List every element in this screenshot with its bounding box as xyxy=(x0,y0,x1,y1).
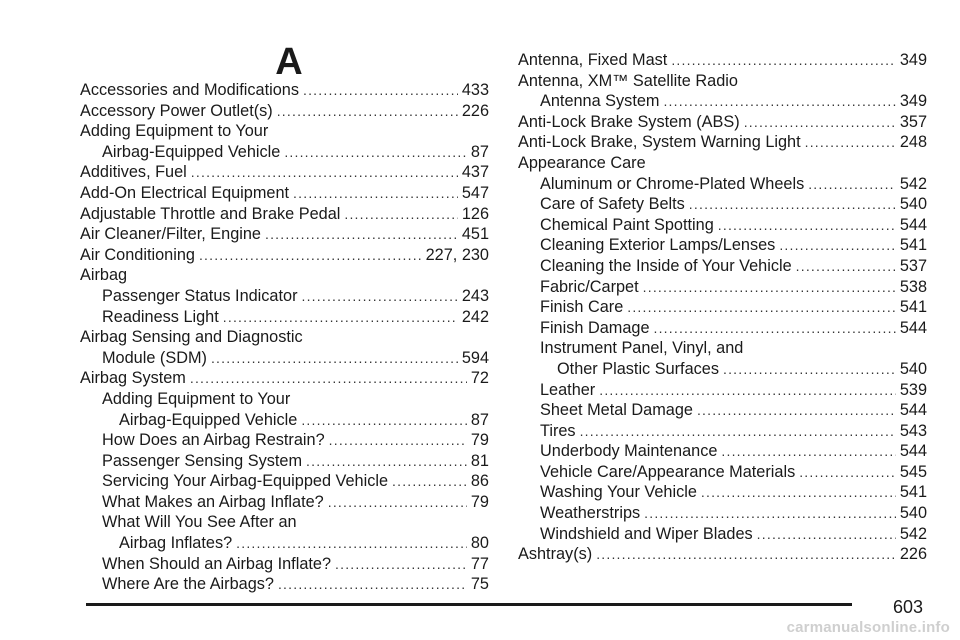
index-entry xyxy=(518,544,927,565)
index-entry-page: 87 xyxy=(470,142,489,161)
index-column-right xyxy=(518,50,927,565)
index-entry xyxy=(518,215,927,236)
index-entry xyxy=(80,286,489,307)
index-entry-text: What Makes an Airbag Inflate? xyxy=(102,492,324,511)
index-entry-page: 547 xyxy=(461,183,489,202)
index-entry xyxy=(80,245,489,266)
index-entry xyxy=(80,183,489,204)
index-entry-page: 227, 230 xyxy=(425,245,489,264)
index-entry-text: Tires xyxy=(540,421,576,440)
index-entry xyxy=(518,235,927,256)
index-entry xyxy=(80,101,489,122)
dot-leader xyxy=(328,492,467,513)
index-entry-page: 79 xyxy=(470,431,489,450)
index-entry-text: Air Cleaner/Filter, Engine xyxy=(80,225,261,244)
dot-leader xyxy=(190,368,467,389)
index-entry xyxy=(518,524,927,545)
index-entry-text: When Should an Airbag Inflate? xyxy=(102,554,332,573)
index-entry-page: 433 xyxy=(461,81,489,99)
index-entry-page: 87 xyxy=(470,410,489,429)
index-entry xyxy=(518,338,927,359)
dot-leader xyxy=(697,400,896,421)
index-entry xyxy=(80,204,489,225)
dot-leader xyxy=(329,430,467,451)
index-entry-text: Vehicle Care/Appearance Materials xyxy=(540,462,796,481)
index-entry-text: Care of Safety Belts xyxy=(540,195,685,214)
dot-leader xyxy=(223,307,458,328)
index-entry-page: 226 xyxy=(899,545,927,564)
index-entry-page: 349 xyxy=(899,92,927,111)
dot-leader xyxy=(627,297,896,318)
index-entry xyxy=(518,91,927,112)
dot-leader xyxy=(302,286,458,307)
index-entry-page: 357 xyxy=(899,112,927,131)
dot-leader xyxy=(796,256,896,277)
index-entry-page: 541 xyxy=(899,298,927,317)
index-entry-text: Antenna, Fixed Mast xyxy=(518,51,668,69)
index-entry-text: Airbag-Equipped Vehicle xyxy=(119,410,298,429)
index-entry xyxy=(80,430,489,451)
index-entry xyxy=(80,265,489,286)
index-entry-page: 543 xyxy=(899,421,927,440)
dot-leader xyxy=(596,544,896,565)
index-entry xyxy=(80,142,489,163)
index-entry xyxy=(80,327,489,348)
page-number: 603 xyxy=(892,597,923,617)
dot-leader xyxy=(344,204,457,225)
index-entry-text: Anti-Lock Brake System (ABS) xyxy=(518,112,740,131)
index-entry-page: 75 xyxy=(470,575,489,594)
index-entry-page: 544 xyxy=(899,401,927,420)
index-entry xyxy=(80,533,489,554)
index-entry-text: Adding Equipment to Your xyxy=(80,122,269,141)
index-entry xyxy=(518,400,927,421)
index-entry xyxy=(80,162,489,183)
dot-leader xyxy=(191,162,458,183)
index-entry-page: 86 xyxy=(470,472,489,491)
dot-leader xyxy=(643,277,896,298)
index-entry xyxy=(80,554,489,575)
index-entry xyxy=(518,421,927,442)
dot-leader xyxy=(284,142,467,163)
index-entry xyxy=(80,80,489,101)
index-entry-text: Passenger Status Indicator xyxy=(102,286,298,305)
index-entry xyxy=(518,256,927,277)
index-entry-page: 80 xyxy=(470,534,489,553)
index-entry-page: 349 xyxy=(899,51,927,69)
dot-leader xyxy=(392,471,467,492)
index-entry-text: Accessories and Modifications xyxy=(80,81,299,99)
index-entry-text: Underbody Maintenance xyxy=(540,442,718,461)
index-entry-text: Instrument Panel, Vinyl, and xyxy=(540,339,744,358)
dot-leader xyxy=(744,112,896,133)
index-entry-page: 542 xyxy=(899,174,927,193)
dot-leader xyxy=(301,410,467,431)
index-entry xyxy=(518,194,927,215)
index-entry xyxy=(80,512,489,533)
index-entry-page: 451 xyxy=(461,225,489,244)
index-entry xyxy=(518,174,927,195)
dot-leader xyxy=(580,421,896,442)
index-entry xyxy=(80,307,489,328)
index-entry-text: Accessory Power Outlet(s) xyxy=(80,101,273,120)
dot-leader xyxy=(306,451,467,472)
dot-leader xyxy=(805,132,896,153)
dot-leader xyxy=(799,462,896,483)
index-entry xyxy=(518,112,927,133)
dot-leader xyxy=(293,183,458,204)
index-entry-text: Where Are the Airbags? xyxy=(102,575,274,594)
index-entry-page: 243 xyxy=(461,286,489,305)
index-entry xyxy=(518,462,927,483)
index-entry-page: 540 xyxy=(899,195,927,214)
index-entry-page: 537 xyxy=(899,256,927,275)
index-entry-text: Additives, Fuel xyxy=(80,163,187,182)
index-entry-text: Anti-Lock Brake, System Warning Light xyxy=(518,133,801,152)
index-entry xyxy=(80,471,489,492)
dot-leader xyxy=(808,174,896,195)
index-entry xyxy=(80,410,489,431)
index-entry-text: Adding Equipment to Your xyxy=(102,389,291,408)
dot-leader xyxy=(779,235,896,256)
index-entry-text: Add-On Electrical Equipment xyxy=(80,183,290,202)
index-entry-text: Sheet Metal Damage xyxy=(540,401,693,420)
index-entry-text: Servicing Your Airbag-Equipped Vehicle xyxy=(102,472,389,491)
index-entry-page: 541 xyxy=(899,483,927,502)
index-entry-text: Airbag xyxy=(80,266,128,285)
index-entry-text: How Does an Airbag Restrain? xyxy=(102,431,325,450)
index-entry xyxy=(518,297,927,318)
index-entry xyxy=(518,277,927,298)
index-entry-page: 539 xyxy=(899,380,927,399)
index-entry-text: Airbag System xyxy=(80,369,186,388)
index-entry-text: Air Conditioning xyxy=(80,245,195,264)
index-entry-text: Airbag Inflates? xyxy=(119,534,233,553)
index-entry xyxy=(80,224,489,245)
index-entry-text: Washing Your Vehicle xyxy=(540,483,697,502)
dot-leader xyxy=(335,554,467,575)
index-entry xyxy=(80,574,489,595)
index-entry xyxy=(518,71,927,92)
index-entry-page: 126 xyxy=(461,204,489,223)
index-entry-text: Readiness Light xyxy=(102,307,219,326)
index-entry xyxy=(518,50,927,71)
index-entry xyxy=(80,348,489,369)
index-entry xyxy=(518,503,927,524)
watermark: carmanualsonline.info xyxy=(786,619,950,636)
index-entry-text: Ashtray(s) xyxy=(518,545,593,564)
dot-leader xyxy=(721,441,895,462)
index-entry-text: Cleaning Exterior Lamps/Lenses xyxy=(540,236,776,255)
index-entry-page: 79 xyxy=(470,492,489,511)
dot-leader xyxy=(718,215,896,236)
index-entry-page: 72 xyxy=(470,369,489,388)
footer-rule xyxy=(86,603,852,606)
index-entry-page: 544 xyxy=(899,442,927,461)
index-entry-text: Adjustable Throttle and Brake Pedal xyxy=(80,204,341,223)
index-entry-page: 544 xyxy=(899,318,927,337)
dot-leader xyxy=(265,224,458,245)
dot-leader xyxy=(277,101,458,122)
index-entry xyxy=(80,121,489,142)
index-entry-text: What Will You See After an xyxy=(102,513,297,532)
dot-leader xyxy=(757,524,896,545)
index-entry-text: Airbag-Equipped Vehicle xyxy=(102,142,281,161)
index-entry-page: 540 xyxy=(899,359,927,378)
index-entry xyxy=(518,380,927,401)
index-entry-text: Aluminum or Chrome-Plated Wheels xyxy=(540,174,805,193)
index-entry-text: Chemical Paint Spotting xyxy=(540,215,714,234)
dot-leader xyxy=(689,194,896,215)
dot-leader xyxy=(278,574,467,595)
index-entry-page: 226 xyxy=(461,101,489,120)
index-entry xyxy=(518,482,927,503)
index-entry-text: Windshield and Wiper Blades xyxy=(540,524,753,543)
index-entry xyxy=(518,359,927,380)
index-entry-text: Passenger Sensing System xyxy=(102,451,303,470)
dot-leader xyxy=(236,533,467,554)
dot-leader xyxy=(723,359,896,380)
index-entry xyxy=(80,451,489,472)
index-entry-text: Other Plastic Surfaces xyxy=(557,359,719,378)
index-entry-text: Cleaning the Inside of Your Vehicle xyxy=(540,256,792,275)
index-entry-page: 544 xyxy=(899,215,927,234)
index-entry-page: 545 xyxy=(899,462,927,481)
index-entry xyxy=(80,368,489,389)
index-entry-text: Appearance Care xyxy=(518,153,646,172)
dot-leader xyxy=(654,318,896,339)
index-entry xyxy=(80,389,489,410)
index-entry-text: Antenna System xyxy=(540,92,660,111)
dot-leader xyxy=(303,80,458,101)
index-entry-text: Airbag Sensing and Diagnostic xyxy=(80,328,303,347)
index-column-left xyxy=(80,80,489,595)
index-entry-text: Weatherstrips xyxy=(540,504,641,523)
dot-leader xyxy=(644,503,896,524)
index-entry xyxy=(518,441,927,462)
index-entry-page: 81 xyxy=(470,451,489,470)
index-entry-text: Antenna, XM™ Satellite Radio xyxy=(518,71,738,90)
index-entry-page: 77 xyxy=(470,554,489,573)
index-entry-page: 538 xyxy=(899,277,927,296)
dot-leader xyxy=(701,482,896,503)
index-entry-text: Finish Care xyxy=(540,298,624,317)
dot-leader xyxy=(663,91,895,112)
section-letter: A xyxy=(275,41,303,83)
dot-leader xyxy=(599,380,896,401)
index-entry-page: 542 xyxy=(899,524,927,543)
index-entry-page: 242 xyxy=(461,307,489,326)
index-entry-page: 594 xyxy=(461,348,489,367)
index-entry-text: Fabric/Carpet xyxy=(540,277,639,296)
index-entry-text: Leather xyxy=(540,380,596,399)
index-entry-page: 540 xyxy=(899,504,927,523)
index-entry xyxy=(518,132,927,153)
index-entry-text: Module (SDM) xyxy=(102,348,207,367)
dot-leader xyxy=(671,50,896,71)
index-entry-text: Finish Damage xyxy=(540,318,650,337)
index-entry xyxy=(518,153,927,174)
dot-leader xyxy=(199,245,422,266)
index-entry xyxy=(518,318,927,339)
index-entry-page: 541 xyxy=(899,236,927,255)
index-entry-page: 437 xyxy=(461,163,489,182)
dot-leader xyxy=(211,348,458,369)
index-entry-page: 248 xyxy=(899,133,927,152)
index-entry xyxy=(80,492,489,513)
